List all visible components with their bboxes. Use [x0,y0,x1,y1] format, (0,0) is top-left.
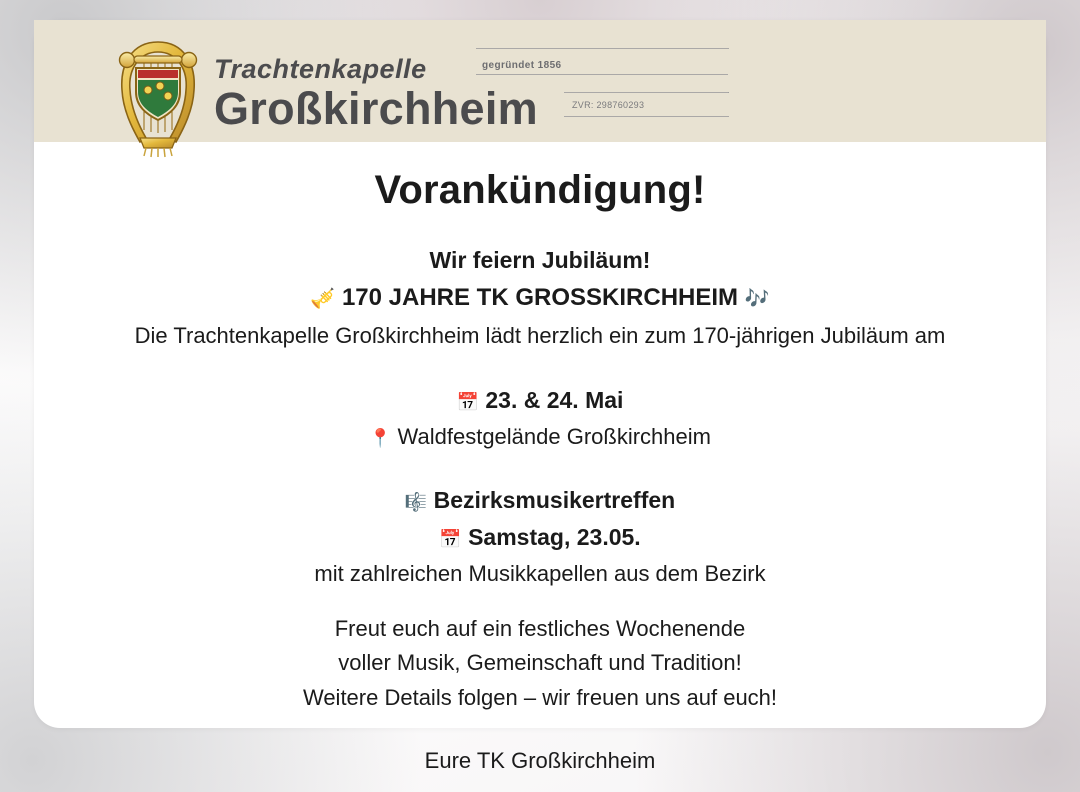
outro-line-2: voller Musik, Gemeinschaft und Tradition! [338,650,742,676]
trumpet-icon: 🎺 [310,285,336,310]
music-sheet-icon: 🎼 [404,491,428,513]
lead-paragraph: Die Trachtenkapelle Großkirchheim lädt herzlich ein zum 170-jährigen Jubiläum am [134,323,946,349]
bezirksmusikertreffen-date-line [76,522,1004,553]
bezirksmusikertreffen-title: Bezirksmusikertreffen [433,486,676,513]
subtitle: Wir feiern Jubiläum! [429,247,651,273]
jubilee-headline [76,282,1004,313]
wordmark-line-top: Trachtenkapelle [214,54,427,84]
event-location-text: Waldfestgelände Großkirchheim [397,423,711,449]
announcement-card [34,20,1046,773]
band-wordmark [214,34,645,148]
bezirksmusikertreffen-detail: mit zahlreichen Musikkapellen aus dem Bezirk [314,560,766,586]
event-date-text: 23. & 24. Mai [485,386,624,413]
event-date-line [76,385,1004,416]
jubilee-headline-text: 170 JAHRE TK GROSSKIRCHHEIM [341,283,739,311]
spacer [76,718,1004,746]
spacer [76,594,1004,614]
page-title: Vorankündigung! [374,168,706,212]
band-logo [110,34,645,158]
outro-line-3: Weitere Details folgen – wir freuen uns auf euch! [302,685,778,711]
announcement-body [34,142,1046,777]
calendar-icon: 📅 [456,391,479,413]
logo-header-band [34,20,1046,142]
wordmark-rule [728,92,729,93]
wordmark-zvr: ZVR: 298760293 [572,100,645,110]
bezirksmusikertreffen-date: Samstag, 23.05. [468,523,641,550]
wordmark-rule [564,116,729,117]
wordmark-rule [476,74,728,75]
wordmark-rule [564,92,729,93]
wordmark-rule [728,48,729,49]
lyre-emblem-icon [110,34,206,158]
wordmark-line-main: Großkirchheim [214,83,538,134]
signature: Eure TK Großkirchheim [424,747,656,773]
spacer [76,351,1004,385]
wordmark-rule [476,48,728,49]
bezirksmusikertreffen-title-line [76,485,1004,516]
spacer [76,457,1004,485]
calendar-icon: 📅 [439,528,462,550]
map-pin-icon: 📍 [369,427,392,449]
event-location-line [76,422,1004,453]
wordmark-founded: gegründet 1856 [482,60,562,71]
outro-line-1: Freut euch auf ein festliches Wochenende [334,615,746,641]
music-notes-icon: 🎶 [744,285,770,310]
